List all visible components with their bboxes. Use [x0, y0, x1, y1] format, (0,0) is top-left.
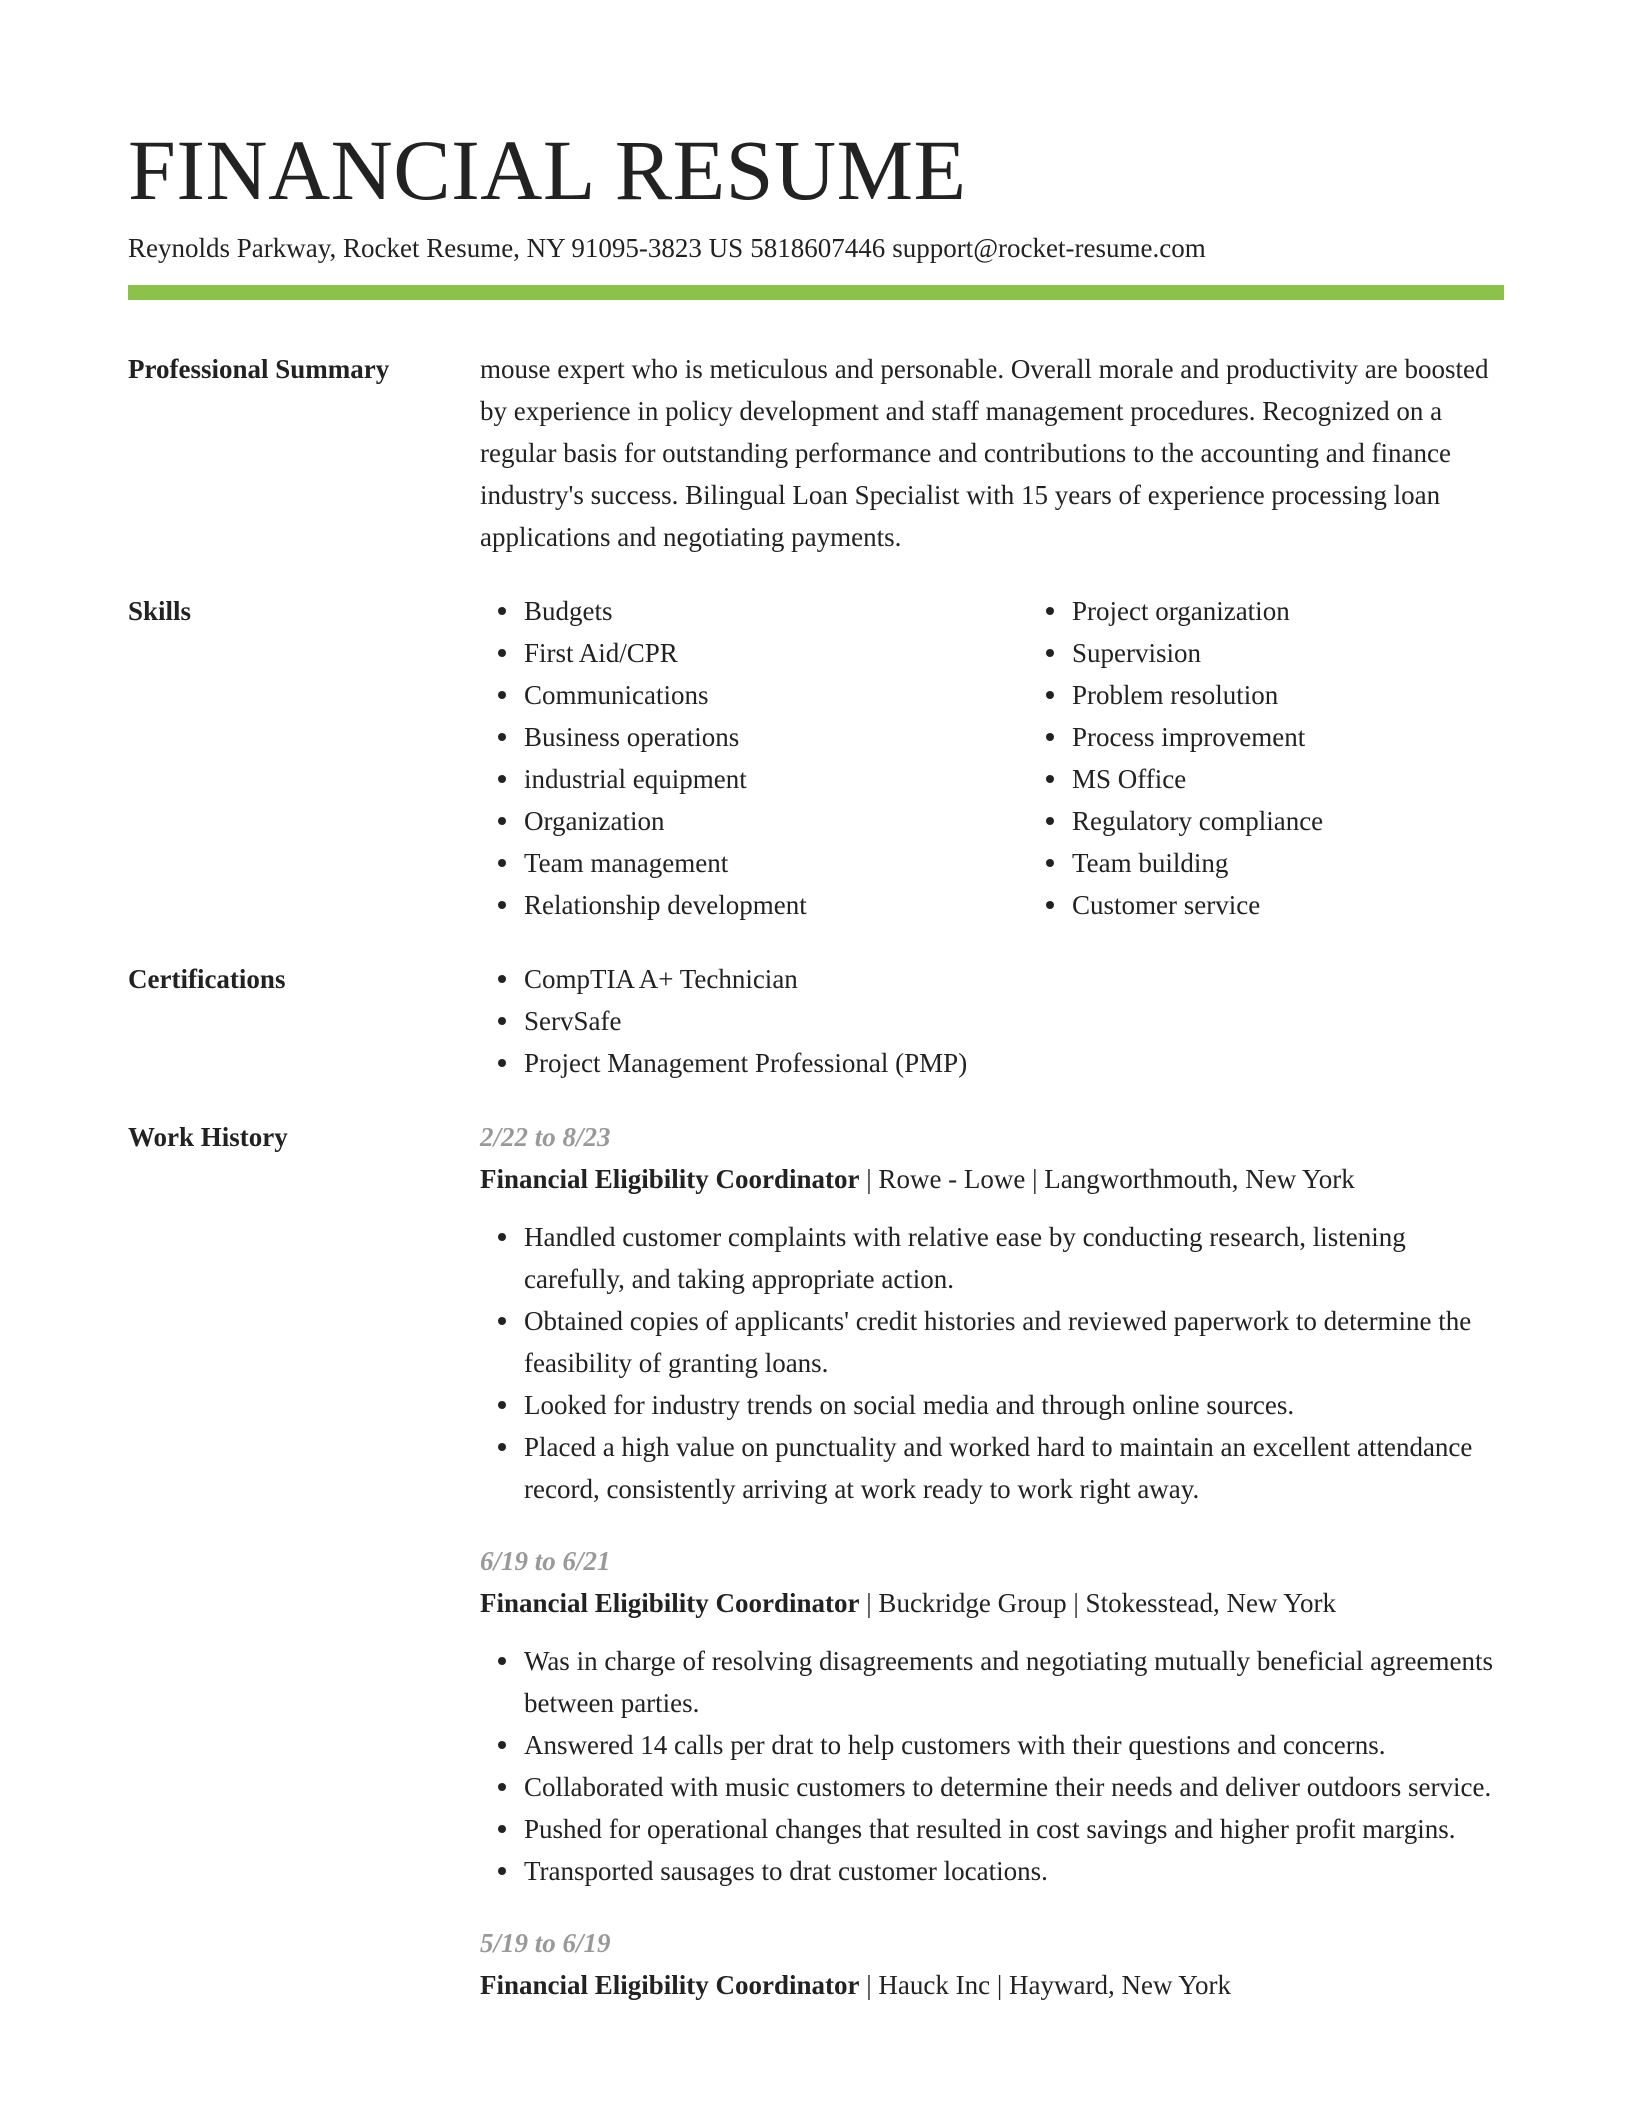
job-heading	[480, 1582, 1504, 1624]
job-bullets	[480, 1216, 1504, 1510]
job-bullet: Collaborated with music customers to determine their needs and deliver outdoors service.	[524, 1766, 1504, 1808]
job-heading	[480, 1964, 1504, 2006]
job-details: | Buckridge Group | Stokesstead, New York	[866, 1588, 1337, 1618]
skill-item: Organization	[524, 800, 1028, 842]
skill-item: Process improvement	[1072, 716, 1576, 758]
job-bullet: Was in charge of resolving disagreements and negotiating mutually beneficial agreements between parties.	[524, 1640, 1504, 1724]
job-dates: 2/22 to 8/23	[480, 1122, 611, 1152]
skill-item: MS Office	[1072, 758, 1576, 800]
resume-page	[128, 120, 1504, 2006]
job-dates: 6/19 to 6/21	[480, 1546, 611, 1576]
work-history-content	[480, 1116, 1504, 2006]
work-history-label: Work History	[128, 1122, 288, 1152]
summary-label: Professional Summary	[128, 354, 390, 384]
skills-section	[128, 590, 1504, 926]
summary-section	[128, 348, 1504, 558]
skills-grid	[480, 590, 1576, 926]
certifications-content	[480, 958, 1504, 1084]
contact-phone: 5818607446	[750, 233, 886, 263]
job-bullet: Pushed for operational changes that resulted in cost savings and higher profit margins.	[524, 1808, 1504, 1850]
job-entry	[480, 1116, 1504, 1510]
job-dates: 5/19 to 6/19	[480, 1928, 611, 1958]
skill-item: Relationship development	[524, 884, 1028, 926]
skills-label: Skills	[128, 596, 192, 626]
skill-item: Team management	[524, 842, 1028, 884]
certifications-label: Certifications	[128, 964, 286, 994]
skill-item: industrial equipment	[524, 758, 1028, 800]
job-bullet: Transported sausages to drat customer locations.	[524, 1850, 1504, 1892]
work-history-section	[128, 1116, 1504, 2006]
skills-list-left	[480, 590, 1028, 926]
header-divider	[128, 285, 1504, 300]
job-details: | Rowe - Lowe | Langworthmouth, New York	[866, 1164, 1355, 1194]
job-entry	[480, 1922, 1504, 2006]
skill-item: Communications	[524, 674, 1028, 716]
certifications-section	[128, 958, 1504, 1084]
contact-address: Reynolds Parkway, Rocket Resume, NY 91095-3823 US	[128, 233, 744, 263]
certifications-list	[480, 958, 1504, 1084]
job-heading	[480, 1158, 1504, 1200]
job-bullet: Handled customer complaints with relative ease by conducting research, listening carefully, and taking appropriate action.	[524, 1216, 1504, 1300]
job-bullets	[480, 1640, 1504, 1892]
skill-item: Budgets	[524, 590, 1028, 632]
resume-title: FINANCIAL RESUME	[128, 122, 967, 218]
certification-item: Project Management Professional (PMP)	[524, 1042, 1504, 1084]
skill-item: Business operations	[524, 716, 1028, 758]
certification-item: ServSafe	[524, 1000, 1504, 1042]
certification-item: CompTIA A+ Technician	[524, 958, 1504, 1000]
skill-item: Project organization	[1072, 590, 1576, 632]
job-bullet: Obtained copies of applicants' credit histories and reviewed paperwork to determine the feasibility of granting loans.	[524, 1300, 1504, 1384]
skill-item: Regulatory compliance	[1072, 800, 1576, 842]
job-title: Financial Eligibility Coordinator	[480, 1970, 860, 2000]
skills-list-right	[1028, 590, 1576, 926]
skill-item: Team building	[1072, 842, 1576, 884]
job-title: Financial Eligibility Coordinator	[480, 1588, 860, 1618]
job-bullet: Looked for industry trends on social media and through online sources.	[524, 1384, 1504, 1426]
skill-item: Customer service	[1072, 884, 1576, 926]
skill-item: First Aid/CPR	[524, 632, 1028, 674]
summary-text: mouse expert who is meticulous and personable. Overall morale and productivity are boosted by experience in policy development and staff management procedures. Recognized on a regular basis for outstanding performance and contributions to the accounting and finance industry's success. Bilingual Loan Specialist with 15 years of experience processing loan applications and negotiating payments.	[480, 354, 1489, 552]
job-entry	[480, 1540, 1504, 1892]
contact-line	[128, 230, 1504, 266]
skill-item: Supervision	[1072, 632, 1576, 674]
skill-item: Problem resolution	[1072, 674, 1576, 716]
contact-email: support@rocket-resume.com	[892, 233, 1206, 263]
job-bullet: Answered 14 calls per drat to help customers with their questions and concerns.	[524, 1724, 1504, 1766]
job-details: | Hauck Inc | Hayward, New York	[866, 1970, 1232, 2000]
job-title: Financial Eligibility Coordinator	[480, 1164, 860, 1194]
job-bullet: Placed a high value on punctuality and worked hard to maintain an excellent attendance record, consistently arriving at work ready to work right away.	[524, 1426, 1504, 1510]
